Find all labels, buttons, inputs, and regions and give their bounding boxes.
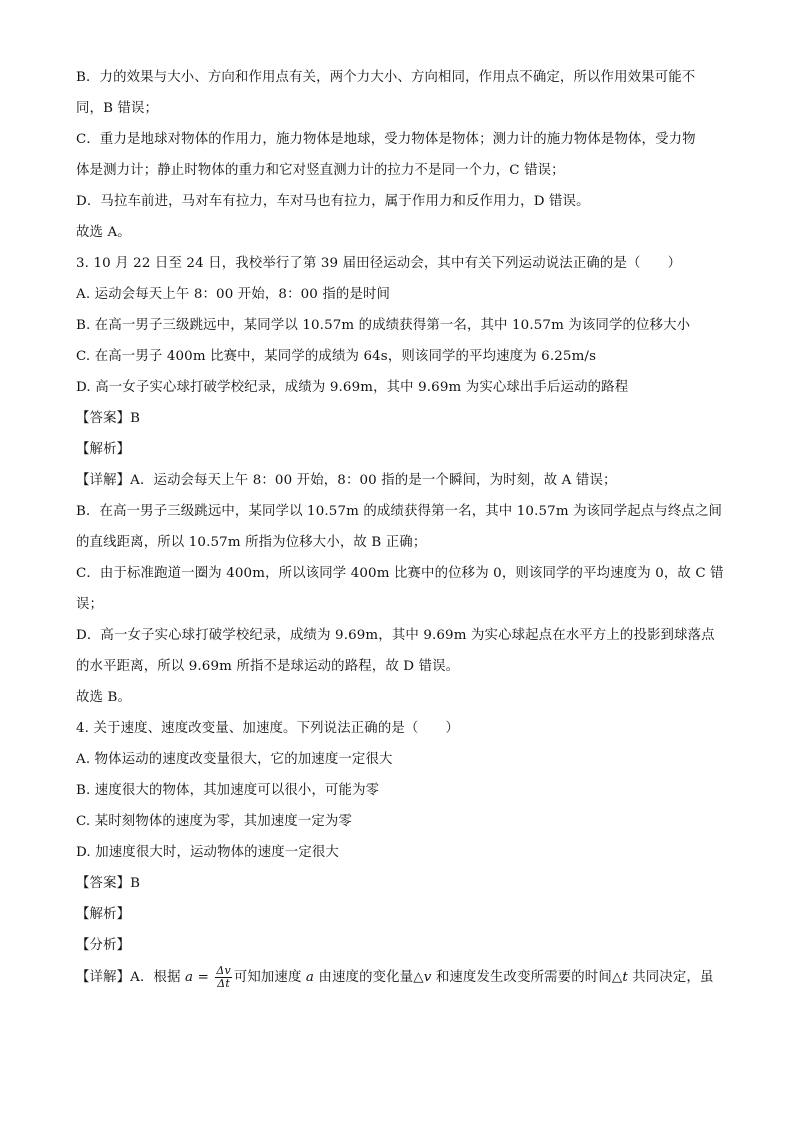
prev-solution-b-line2: 同，B 错误； — [76, 101, 159, 116]
q4-detail-a — [76, 961, 722, 995]
q4-fenxi-label: 【分析】 — [76, 938, 131, 953]
formula-eq: = — [193, 970, 214, 985]
q3-detail-b2: 的直线距离，所以 10.57m 所指为位移大小，故 B 正确； — [76, 535, 427, 550]
q3-stem: 3. 10 月 22 日至 24 日，我校举行了第 39 届田径运动会，其中有关下列运动说法正确的是（ ） — [76, 256, 682, 271]
q3-option-b: B. 在高一男子三级跳远中，某同学以 10.57m 的成绩获得第一名，其中 10.57m 为该同学的位移大小 — [76, 318, 691, 333]
q3-detail-d2: 的水平距离，所以 9.69m 所指不是球运动的路程，故 D 错误。 — [76, 659, 460, 674]
q4-detail-prefix: 【详解】A．根据 — [76, 970, 186, 985]
var-t: t — [622, 970, 628, 985]
prev-solution-b-line1: B．力的效果与大小、方向和作用点有关，两个力大小、方向相同，作用点不确定，所以作用效果可能不 — [76, 70, 696, 85]
q4-option-b: B. 速度很大的物体，其加速度可以很小，可能为零 — [76, 783, 380, 798]
prev-solution-c-line1: C．重力是地球对物体的作用力，施力物体是地球，受力物体是物体；测力计的施力物体是物体，受力物 — [76, 132, 696, 147]
q3-answer: 【答案】B — [76, 411, 141, 426]
q3-detail-c1: C．由于标准跑道一圈为 400m，所以该同学 400m 比赛中的位移为 0，则该同学的平均速度为 0，故 C 错 — [76, 566, 724, 581]
q3-option-c: C. 在高一男子 400m 比赛中，某同学的成绩为 64s，则该同学的平均速度为 6.25m/s — [76, 349, 597, 364]
prev-solution-c-line2: 体是测力计；静止时物体的重力和它对竖直测力计的拉力不是同一个力，C 错误； — [76, 163, 565, 178]
prev-solution-choose: 故选 A。 — [76, 225, 131, 240]
formula-lhs: a — [185, 970, 194, 985]
q4-detail-mid2: 由速度的变化量△ — [314, 970, 424, 985]
q3-option-a: A. 运动会每天上午 8：00 开始，8：00 指的是时间 — [76, 287, 391, 302]
q3-analysis-label: 【解析】 — [76, 442, 131, 457]
var-v: v — [423, 970, 432, 985]
formula-fraction — [215, 965, 231, 990]
q4-option-c: C. 某时刻物体的速度为零，其加速度一定为零 — [76, 814, 353, 829]
formula-denominator: Δt — [217, 977, 230, 990]
prev-solution-d-line1: D．马拉车前进，马对车有拉力，车对马也有拉力，属于作用力和反作用力，D 错误。 — [76, 194, 590, 209]
q3-detail-d1: D．高一女子实心球打破学校纪录，成绩为 9.69m，其中 9.69m 为实心球起点在水平方上的投影到球落点 — [76, 628, 715, 643]
q4-detail-mid3: 和速度发生改变所需要的时间△ — [431, 970, 623, 985]
q3-detail-a: 【详解】A．运动会每天上午 8：00 开始，8：00 指的是一个瞬间，为时刻，故 A 错误； — [76, 473, 617, 488]
q3-detail-c2: 误； — [76, 597, 104, 612]
q3-detail-b1: B．在高一男子三级跳远中，某同学以 10.57m 的成绩获得第一名，其中 10.57m 为该同学起点与终点之间 — [76, 504, 723, 519]
q4-answer: 【答案】B — [76, 876, 141, 891]
formula-numerator: Δv — [216, 964, 231, 977]
q4-stem: 4. 关于速度、速度改变量、加速度。下列说法正确的是（ ） — [76, 721, 460, 736]
q4-analysis-label: 【解析】 — [76, 907, 131, 922]
q3-option-d: D. 高一女子实心球打破学校纪录，成绩为 9.69m，其中 9.69m 为实心球出手后运动的路程 — [76, 380, 629, 395]
q4-option-a: A. 物体运动的速度改变量很大，它的加速度一定很大 — [76, 752, 393, 767]
q4-detail-mid1: 可知加速度 — [233, 970, 306, 985]
q4-detail-suffix: 共同决定，虽 — [627, 970, 714, 985]
var-a: a — [305, 970, 315, 985]
q4-option-d: D. 加速度很大时，运动物体的速度一定很大 — [76, 845, 339, 860]
q3-choose: 故选 B。 — [76, 690, 132, 705]
document-page — [76, 62, 722, 995]
